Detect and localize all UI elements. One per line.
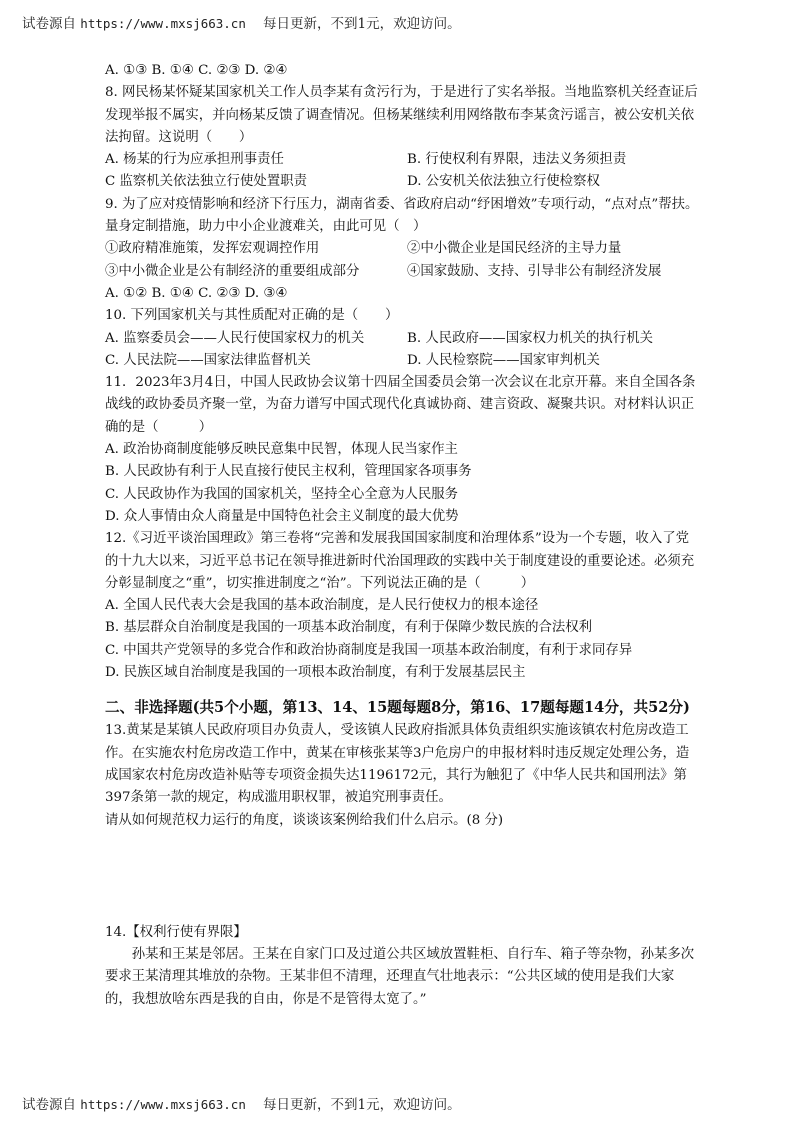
- q11-option-b: B. 人民政协有利于人民直接行使民主权利，管理国家各项事务: [105, 464, 472, 480]
- footer-url[interactable]: https://www.mxsj663.cn: [80, 1097, 246, 1112]
- q10-options-row2: [105, 350, 700, 372]
- footer-source: 试卷源自: [22, 1097, 76, 1113]
- q13-material: 13.黄某是某镇人民政府项目办负责人，受该镇人民政府指派具体负责组织实施该镇农村危房改造工作。在实施农村危房改造工作中，黄某在审核张某等3户危房户的申报材料时违反规定处理公务，造成国家农村危房改造补贴等专项资金损失达1196172元，其行为触犯了《中华人民共和国刑法》第397条第一款的规定，构成滥用职权罪，被追究刑事责任。: [105, 723, 690, 806]
- q8-options-row2: [105, 171, 700, 193]
- exam-content: [105, 60, 700, 1011]
- page-header: [22, 12, 461, 32]
- q8-option-d: D. 公安机关依法独立行使检察权: [407, 174, 600, 190]
- q10-option-b: B. 人民政府——国家权力机关的执行机关: [407, 330, 653, 346]
- q11-option-a: A. 政治协商制度能够反映民意集中民智，体现人民当家作主: [105, 442, 458, 458]
- q9-statement-2: ②中小微企业是国民经济的主导力量: [407, 241, 622, 257]
- q12-option-a: A. 全国人民代表大会是我国的基本政治制度，是人民行使权力的根本途径: [105, 598, 539, 614]
- q10-option-c: C. 人民法院——国家法律监督机关: [105, 352, 311, 368]
- footer-slogan: 每日更新，不到1元，欢迎访问。: [263, 1097, 461, 1113]
- q9-options: A. ①② B. ①④ C. ②③ D. ③④: [105, 285, 288, 301]
- q11-option-d: D. 众人事情由众人商量是中国特色社会主义制度的最大优势: [105, 508, 459, 524]
- q12-option-d: D. 民族区域自治制度是我国的一项根本政治制度，有利于发展基层民主: [105, 665, 526, 681]
- q9-statement-1: ①政府精准施策，发挥宏观调控作用: [105, 241, 320, 257]
- q10-options-row1: [105, 328, 700, 350]
- q11-option-c: C. 人民政协作为我国的国家机关，坚持全心全意为人民服务: [105, 486, 459, 502]
- q10-option-a: A. 监察委员会——人民行使国家权力的机关: [105, 330, 365, 346]
- section-2-title: 二、非选择题(共5个小题，第13、14、15题每题8分，第16、17题每题14分，共52分): [105, 699, 690, 717]
- q9-statements-row1: [105, 238, 700, 260]
- question-9: [105, 194, 700, 305]
- header-source: 试卷源自: [22, 16, 76, 32]
- question-13: [105, 720, 700, 831]
- header-slogan: 每日更新，不到1元，欢迎访问。: [263, 16, 461, 32]
- q14-title: 14.【权利行使有界限】: [105, 924, 247, 940]
- q9-statements-row2: [105, 261, 700, 283]
- q10-stem: 10. 下列国家机关与其性质配对正确的是（ ）: [105, 308, 399, 324]
- question-10: [105, 305, 700, 372]
- q8-stem: 8. 网民杨某怀疑某国家机关工作人员李某有贪污行为，于是进行了实名举报。当地监察机关经查证后发现举报不属实，并向杨某反馈了调查情况。但杨某继续利用网络散布李某贪污谣言，被公安机关依法拘留。这说明（ ）: [105, 85, 698, 145]
- answer-space-13: [105, 832, 700, 922]
- question-11: [105, 372, 700, 528]
- q8-option-a: A. 杨某的行为应承担刑事责任: [105, 152, 284, 168]
- q7-options: A. ①③ B. ①④ C. ②③ D. ②④: [105, 63, 288, 78]
- q12-option-c: C. 中国共产党领导的多党合作和政治协商制度是我国一项基本政治制度，有利于求同存异: [105, 642, 633, 658]
- q14-material: 孙某和王某是邻居。王某在自家门口及过道公共区域放置鞋柜、自行车、箱子等杂物，孙某多次要求王某清理其堆放的杂物。王某非但不清理，还理直气壮地表示：“公共区域的使用是我们大家的，我想放啥东西是我的自由，你是不是管得太宽了。”: [105, 947, 695, 1007]
- q9-statement-4: ④国家鼓励、支持、引导非公有制经济发展: [407, 263, 662, 279]
- q8-option-c: C 监察机关依法独立行使处置职责: [105, 174, 307, 190]
- question-8: [105, 82, 700, 193]
- q11-stem: 11．2023年3月4日，中国人民政协会议第十四届全国委员会第一次会议在北京开幕。来自全国各条战线的政协委员齐聚一堂，为奋力谱写中国式现代化真诚协商、建言资政、凝聚共识。对材料认识正确的是（ ）: [105, 375, 696, 435]
- q9-stem: 9. 为了应对疫情影响和经济下行压力，湖南省委、省政府启动“纾困增效”专项行动，“点对点”帮扶。量身定制措施，助力中小企业渡难关，由此可见（ ）: [105, 196, 699, 235]
- q8-option-b: B. 行使权利有界限，违法义务须担责: [407, 152, 627, 168]
- q9-statement-3: ③中小微企业是公有制经济的重要组成部分: [105, 263, 360, 279]
- q12-stem: 12.《习近平谈治国理政》第三卷将“完善和发展我国国家制度和治理体系”设为一个专题，收入了党的十九大以来，习近平总书记在领导推进新时代治国理政的实践中关于制度建设的重要论述。必须充分彰显制度之“重”，切实推进制度之“治”。下列说法正确的是（ ）: [105, 531, 695, 591]
- question-12: [105, 528, 700, 684]
- q12-option-b: B. 基层群众自治制度是我国的一项基本政治制度，有利于保障少数民族的合法权利: [105, 620, 593, 636]
- q10-option-d: D. 人民检察院——国家审判机关: [407, 352, 600, 368]
- question-14: [105, 922, 700, 1011]
- q8-options-row1: [105, 149, 700, 171]
- header-url[interactable]: https://www.mxsj663.cn: [80, 16, 246, 31]
- page-footer: [22, 1093, 461, 1113]
- q13-question: 请从如何规范权力运行的角度，谈谈该案例给我们什么启示。(8 分): [105, 812, 504, 828]
